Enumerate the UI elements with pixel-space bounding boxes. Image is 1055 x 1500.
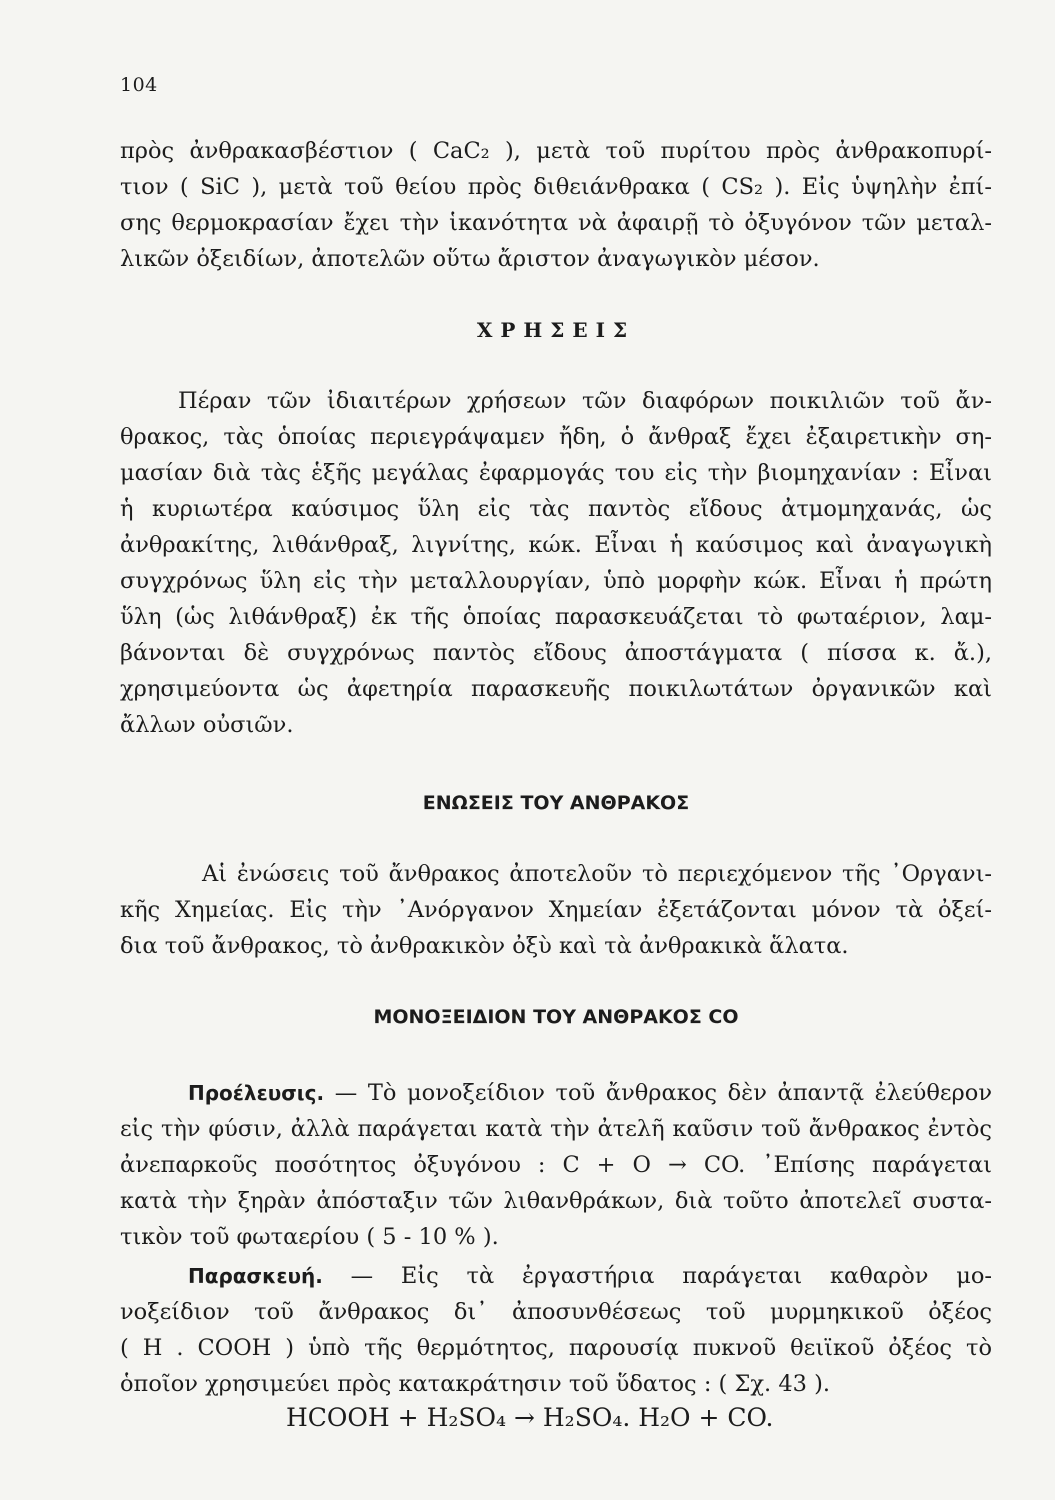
text-line: θρακος, τὰς ὁποίας περιεγράψαμεν ἤδη, ὁ ἄνθραξ ἔχει ἐξαιρετικὴν ση- bbox=[120, 424, 992, 450]
text-line: χρησιμεύοντα ὡς ἀφετηρία παρασκευῆς ποικιλωτάτων ὀργανικῶν καὶ bbox=[120, 676, 992, 702]
preparation-first-text: — Εἰς τὰ ἐργαστήρια παράγεται καθαρὸν μο- bbox=[322, 1263, 992, 1289]
text-line: ὕλη (ὡς λιθάνθραξ) ἐκ τῆς ὁποίας παρασκευάζεται τὸ φωταέριον, λαμ- bbox=[120, 604, 992, 630]
text-line: πρὸς ἀνθρακασβέστιον ( CaC₂ ), μετὰ τοῦ πυρίτου πρὸς ἀνθρακοπυρί- bbox=[120, 138, 992, 164]
text-line: τιον ( SiC ), μετὰ τοῦ θείου πρὸς διθειάνθρακα ( CS₂ ). Εἰς ὑψηλὴν ἐπί- bbox=[120, 174, 992, 200]
origin-paragraph bbox=[120, 1075, 992, 1255]
text-line: βάνονται δὲ συγχρόνως παντὸς εἴδους ἀποστάγματα ( πίσσα κ. ἄ.), bbox=[120, 640, 992, 666]
origin-label: Προέλευσις. bbox=[188, 1081, 325, 1105]
text-line: ( H . COOH ) ὑπὸ τῆς θερμότητος, παρουσίᾳ πυκνοῦ θειϊκοῦ ὀξέος τὸ bbox=[120, 1335, 992, 1361]
text-line: λικῶν ὀξειδίων, ἀποτελῶν οὕτω ἄριστον ἀναγωγικὸν μέσον. bbox=[120, 246, 820, 272]
preparation-paragraph bbox=[120, 1258, 992, 1402]
text-line bbox=[120, 1258, 992, 1294]
page-number: 104 bbox=[120, 74, 158, 96]
text-line: εἰς τὴν φύσιν, ἀλλὰ παράγεται κατὰ τὴν ἀτελῆ καῦσιν τοῦ ἄνθρακος ἐντὸς bbox=[120, 1116, 992, 1142]
text-line: κῆς Χημείας. Εἰς τὴν ᾿Ανόργανον Χημείαν ἐξετάζονται μόνον τὰ ὀξεί- bbox=[120, 897, 992, 923]
uses-paragraph bbox=[120, 383, 992, 743]
text-line: ἄλλων οὐσιῶν. bbox=[120, 712, 294, 738]
text-line: σης θερμοκρασίαν ἔχει τὴν ἱκανότητα νὰ ἀφαιρῇ τὸ ὀξυγόνον τῶν μεταλ- bbox=[120, 210, 992, 236]
text-line: νοξείδιον τοῦ ἄνθρακος δι᾿ ἀποσυνθέσεως τοῦ μυρμηκικοῦ ὀξέος bbox=[120, 1299, 992, 1325]
text-line: συγχρόνως ὕλη εἰς τὴν μεταλλουργίαν, ὑπὸ μορφὴν κώκ. Εἶναι ἡ πρώτη bbox=[120, 568, 992, 594]
text-line: ἀνθρακίτης, λιθάνθραξ, λιγνίτης, κώκ. Εἶναι ἡ καύσιμος καὶ ἀναγωγικὴ bbox=[120, 532, 992, 558]
section-heading-co: ΜΟΝΟΞΕΙΔΙΟΝ ΤΟΥ ΑΝΘΡΑΚΟΣ CO bbox=[373, 1006, 739, 1028]
text-line: δια τοῦ ἄνθρακος, τὸ ἀνθρακικὸν ὀξὺ καὶ τὰ ἀνθρακικὰ ἅλατα. bbox=[120, 933, 849, 959]
text-line: Αἱ ἐνώσεις τοῦ ἄνθρακος ἀποτελοῦν τὸ περιεχόμενον τῆς ᾿Οργανι- bbox=[202, 861, 992, 887]
text-line: ἀνεπαρκοῦς ποσότητος ὀξυγόνου : C + O → CO. ᾿Επίσης παράγεται bbox=[120, 1152, 992, 1178]
text-line: τικὸν τοῦ φωταερίου ( 5 - 10 % ). bbox=[120, 1224, 499, 1250]
section-heading-compounds: ΕΝΩΣΕΙΣ ΤΟΥ ΑΝΘΡΑΚΟΣ bbox=[422, 792, 690, 814]
text-line: ἡ κυριωτέρα καύσιμος ὕλη εἰς τὰς παντὸς εἴδους ἀτμομηχανάς, ὡς bbox=[120, 496, 992, 522]
compounds-paragraph bbox=[120, 856, 992, 964]
section-heading-uses: ΧΡΗΣΕΙΣ bbox=[476, 318, 636, 342]
text-line: ὁποῖον χρησιμεύει πρὸς κατακράτησιν τοῦ ὕδατος : ( Σχ. 43 ). bbox=[120, 1371, 831, 1397]
text-line bbox=[120, 1075, 992, 1111]
chemical-equation: HCOOH + H₂SO₄ → H₂SO₄. H₂O + CO. bbox=[286, 1403, 774, 1432]
intro-paragraph bbox=[120, 133, 992, 277]
text-line: μασίαν διὰ τὰς ἑξῆς μεγάλας ἐφαρμογάς του εἰς τὴν βιομηχανίαν : Εἶναι bbox=[120, 460, 992, 486]
origin-first-text: — Τὸ μονοξείδιον τοῦ ἄνθρακος δὲν ἀπαντᾷ ἐλεύθερον bbox=[324, 1080, 992, 1106]
text-line: Πέραν τῶν ἰδιαιτέρων χρήσεων τῶν διαφόρων ποικιλιῶν τοῦ ἄν- bbox=[178, 388, 992, 414]
text-line: κατὰ τὴν ξηρὰν ἀπόσταξιν τῶν λιθανθράκων, διὰ τοῦτο ἀποτελεῖ συστα- bbox=[120, 1188, 992, 1214]
preparation-label: Παρασκευή. bbox=[188, 1264, 323, 1288]
